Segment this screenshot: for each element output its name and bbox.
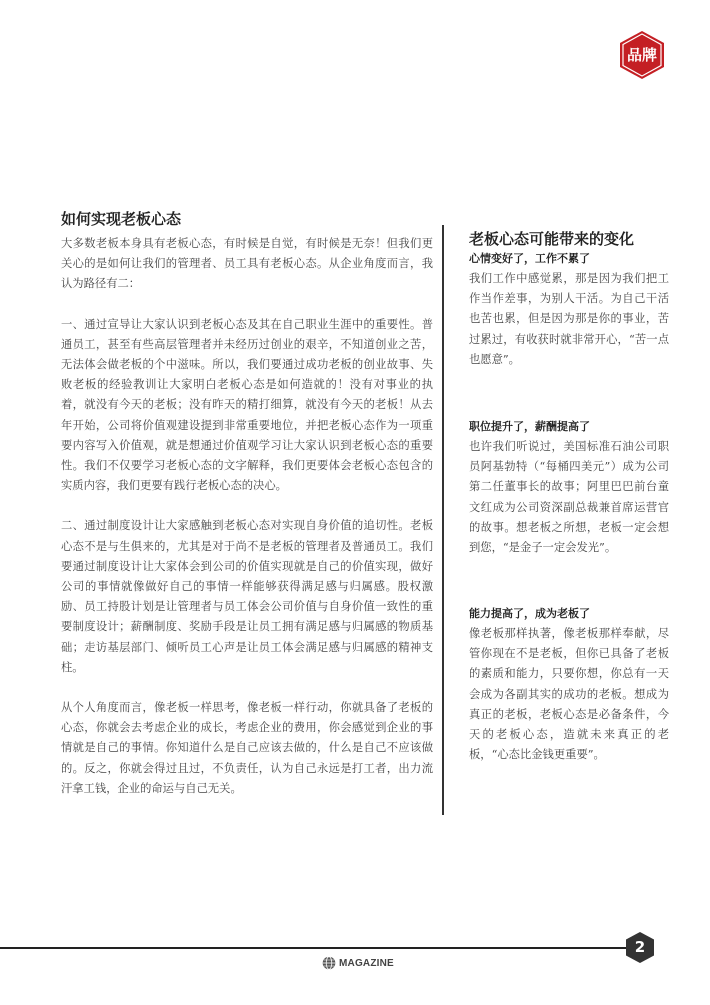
footer-rule <box>0 947 640 949</box>
logo-text: MAGAZINE <box>339 957 394 969</box>
sidebar <box>469 228 669 762</box>
sidebar-section-text: 也许我们听说过，美国标准石油公司职员阿基勃特（“每桶四美元”）成为公司第二任董事长的故事；阿里巴巴前台童文红成为公司资深副总裁兼首席运营官的故事。想老板之所想，老板一定会想到您，“是金子一定会发光”。 <box>469 440 669 555</box>
sidebar-section <box>469 418 669 558</box>
sidebar-section-heading: 职位提升了，薪酬提高了 <box>469 420 590 433</box>
article-title: 如何实现老板心态 <box>61 210 182 228</box>
sidebar-section <box>469 250 669 370</box>
sidebar-section-heading: 能力提高了，成为老板了 <box>469 607 590 620</box>
sidebar-section-text: 我们工作中感觉累，那是因为我们把工作当作差事，为别人干活。为自己干活也苦也累，但是因为那是你的事业，苦过累过，有收获时就非常开心，“苦一点也愿意”。 <box>469 272 669 366</box>
sidebar-section <box>469 605 669 765</box>
page-number-badge <box>625 931 655 964</box>
column-divider <box>442 225 444 815</box>
article-paragraph: 一、通过宣导让大家认识到老板心态及其在自己职业生涯中的重要性。普通员工，甚至有些高层管理者并未经历过创业的艰辛，不知道创业之苦，无法体会做老板的个中滋味。所以，我们要通过成功老板的创业故事、失败老板的经验教训让大家明白老板心态是如何造就的！没有对事业的执着，就没有今天的老板；没有昨天的精打细算，就没有今天的老板！从去年开始，公司将价值观建设提到非常重要地位，并把老板心态作为一项重要内容写入价值观，就是想通过价值观学习让大家认识到老板心态的重要性。我们不仅要学习老板心态的文字解释，我们更要体会老板心态包含的实质内容，我们更要有践行老板心态的决心。 <box>61 317 433 493</box>
article-paragraph: 二、通过制度设计让大家感触到老板心态对实现自身价值的追切性。老板心态不是与生俱来的，尤其是对于尚不是老板的管理者及普通员工。我们要通过制度设计让大家体会到公司的价值实现就是自己的价值实现，做好公司的事情就像做好自己的事情一样能够获得满足感与归属感。股权激励、员工持股计划是让管理者与员工体会公司价值与自身价值一致性的重要制度设计；薪酬制度、奖励手段是让员工拥有满足感与归属感的物质基础；走访基层部门、倾听员工心声是让员工体会满足感与归属感的精神支柱。 <box>61 519 433 674</box>
sidebar-section-text: 像老板那样执著，像老板那样奉献，尽管你现在不是老板，但你已具备了老板的素质和能力，只要你想，你总有一天会成为各副其实的成功的老板。想成为真正的老板，老板心态是必备条件，今天的老板心态，造就未来真正的老板，“心态比金钱更重要”。 <box>469 627 669 762</box>
page-number: 2 <box>634 938 646 956</box>
main-article <box>61 208 433 799</box>
globe-icon <box>322 956 336 970</box>
magazine-logo <box>322 955 394 971</box>
article-paragraph: 从个人角度而言，像老板一样思考，像老板一样行动，你就具备了老板的心态，你就会去考虑企业的成长，考虑企业的费用，你会感觉到企业的事情就是自己的事情。你知道什么是自己应该去做的，什么是自己不应该做的。反之，你就会得过且过，不负责任，认为自己永远是打工者，出力流汗拿工钱，企业的命运与自己无关。 <box>61 701 433 795</box>
sidebar-section-heading: 心情变好了，工作不累了 <box>469 252 590 265</box>
category-badge <box>619 30 665 80</box>
article-paragraph: 大多数老板本身具有老板心态，有时候是自觉，有时候是无奈！但我们更关心的是如何让我们的管理者、员工具有老板心态。从企业角度而言，我认为路径有二： <box>61 237 433 291</box>
sidebar-title: 老板心态可能带来的变化 <box>469 230 635 248</box>
category-badge-label: 品牌 <box>626 46 657 64</box>
